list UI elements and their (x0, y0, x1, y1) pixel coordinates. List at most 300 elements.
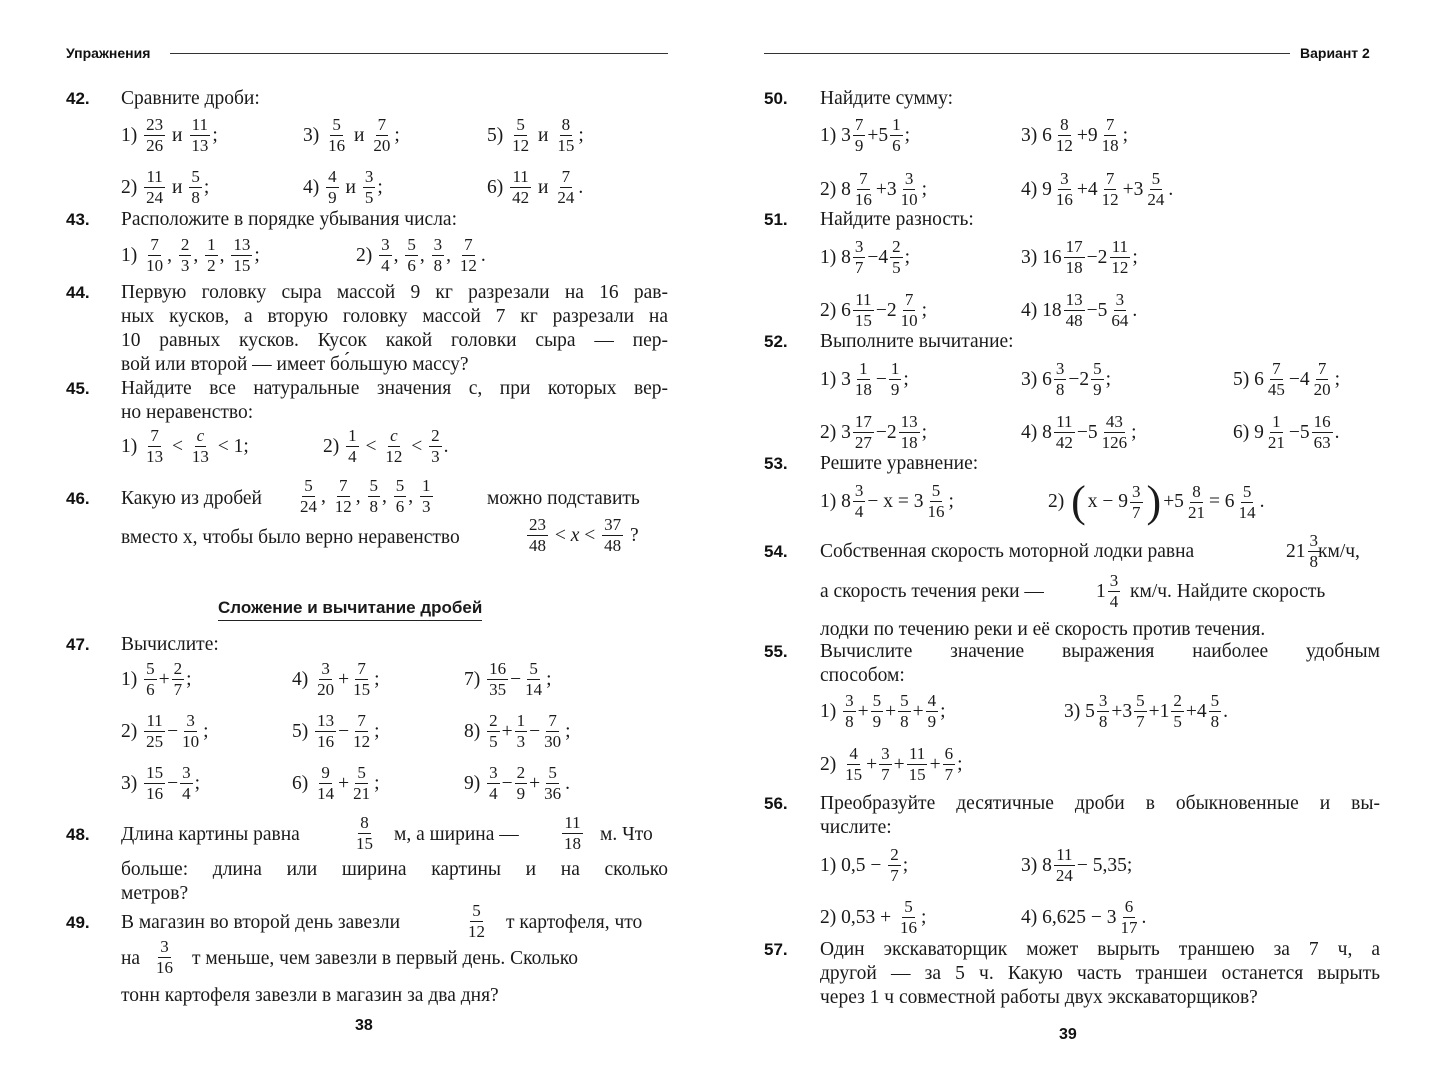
math-expression (464, 712, 571, 751)
denominator: 4 (348, 447, 357, 466)
denominator: 16 (854, 190, 872, 209)
exercise-text: можно подставить (487, 488, 640, 509)
fraction (190, 427, 211, 466)
math-expression (464, 660, 552, 699)
numerator: 13 (900, 412, 918, 431)
fraction (466, 902, 487, 941)
fraction (879, 745, 892, 784)
exercise-text: а скорость течения реки — (820, 581, 1044, 602)
math-text: , (446, 244, 456, 266)
exercise-text: км/ч. Найдите скорость (1130, 581, 1326, 602)
exercise-text: Собственная скорость моторной лодки равна (820, 541, 1195, 562)
exercise-text: т меньше, чем завезли в первый день. Сколько (192, 948, 578, 969)
math-text: и (533, 124, 554, 146)
fraction (1312, 413, 1333, 452)
fraction (432, 236, 445, 275)
fraction (189, 168, 202, 207)
denominator: 4 (489, 784, 498, 803)
denominator: 7 (890, 866, 899, 885)
fraction (899, 170, 920, 209)
denominator: 8 (191, 188, 200, 207)
math-text: < (406, 435, 428, 457)
denominator: 21 (353, 784, 371, 803)
fraction (1266, 413, 1287, 452)
math-text: ; (565, 720, 571, 742)
math-expression (1021, 360, 1111, 399)
math-expression (303, 168, 383, 207)
denominator: 10 (900, 190, 918, 209)
math-text: 3) 8 (1021, 854, 1052, 876)
numerator: c (196, 426, 205, 445)
denominator: 12 (512, 136, 530, 155)
numerator: 5 (357, 763, 366, 782)
math-expression (303, 116, 400, 155)
math-text: −4 (1288, 368, 1310, 390)
exercise-number: 45. (66, 379, 90, 398)
math-text: ; (374, 720, 380, 742)
fraction (1054, 360, 1067, 399)
denominator: 24 (300, 497, 317, 516)
numerator: 23 (529, 515, 546, 534)
fraction (383, 427, 404, 466)
numerator: 2 (890, 845, 899, 864)
numerator: 3 (381, 235, 390, 254)
numerator: 3 (433, 235, 443, 254)
math-text: 2) 8 (820, 178, 851, 200)
fraction (1266, 360, 1287, 399)
numerator: 7 (150, 426, 159, 445)
math-text: < 1; (212, 435, 249, 457)
numerator: 1 (348, 426, 357, 445)
fraction (487, 660, 508, 699)
fraction (555, 168, 576, 207)
math-text: +5 (867, 124, 889, 146)
math-text: , (382, 485, 392, 507)
fraction (853, 360, 874, 399)
denominator: 16 (900, 918, 917, 937)
math-text: и (349, 124, 370, 146)
fraction (1130, 483, 1143, 522)
numerator: 7 (904, 290, 914, 309)
math-expression (820, 846, 908, 885)
math-text: −5 (1288, 421, 1310, 443)
math-text: 1) 3 (820, 124, 851, 146)
denominator: 9 (328, 188, 337, 207)
numerator: 5 (900, 691, 909, 710)
math-expression (820, 413, 927, 452)
fraction (144, 116, 165, 155)
numerator: 11 (1056, 845, 1073, 864)
denominator: 15 (845, 765, 863, 784)
math-expression (121, 116, 218, 155)
math-text: ; (957, 753, 963, 775)
fraction (515, 712, 528, 751)
fraction (405, 236, 418, 275)
math-text: + (866, 753, 878, 775)
math-text: −2 (1068, 368, 1090, 390)
math-expression (1233, 413, 1340, 452)
numerator: 7 (339, 476, 348, 495)
math-text: ; (203, 720, 209, 742)
math-text: ; (1105, 368, 1112, 390)
denominator: 10 (146, 256, 164, 275)
denominator: 21 (1267, 433, 1285, 452)
denominator: 4 (182, 784, 191, 803)
math-text: ; (921, 178, 928, 200)
numerator: 3 (854, 237, 864, 256)
numerator: 3 (904, 169, 914, 188)
math-text: +5 (1163, 491, 1184, 512)
fraction (853, 291, 874, 330)
math-text: + (158, 668, 170, 690)
math-expression (1021, 116, 1128, 155)
exercise-text: Решите уравнение: (820, 453, 979, 474)
fraction (888, 846, 901, 885)
math-text: . (1259, 491, 1265, 512)
fraction (853, 238, 866, 277)
denominator: 3 (180, 256, 190, 275)
math-text: +3 (1111, 700, 1133, 722)
numerator: 7 (859, 169, 868, 188)
math-text: 2) (121, 720, 143, 742)
math-text: ; (394, 124, 400, 146)
math-expression (296, 477, 435, 516)
numerator: 5 (332, 115, 341, 134)
math-text: . (1223, 700, 1228, 722)
numerator: 7 (1317, 359, 1327, 378)
exercise-number: 42. (66, 89, 90, 108)
math-text: 4) 18 (1021, 299, 1062, 321)
denominator: 14 (525, 680, 543, 699)
math-text: +9 (1076, 124, 1098, 146)
math-text: 3) 6 (1021, 124, 1052, 146)
math-expression (820, 745, 963, 784)
denominator: 12 (334, 497, 352, 516)
math-text: ; (374, 772, 380, 794)
denominator: 6 (892, 136, 901, 155)
numerator: 15 (146, 763, 164, 782)
math-text: ; (186, 668, 192, 690)
exercise-text: вой или второй — имеет бо́льшую массу? (121, 354, 469, 375)
exercise-text: ных кусков, а вторую головку массой 7 кг разрезали на (121, 306, 668, 327)
fraction (487, 764, 500, 803)
numerator: 7 (854, 115, 864, 134)
numerator: 1 (516, 711, 526, 730)
math-expression (121, 168, 209, 207)
math-text: − 5,35; (1076, 854, 1133, 876)
fraction (315, 660, 336, 699)
math-text: 3) 5 (1064, 700, 1095, 722)
fraction (510, 116, 531, 155)
denominator: 15 (854, 311, 872, 330)
header-rule (170, 53, 668, 54)
math-text: 2) 6 (820, 299, 851, 321)
numerator: 2 (173, 659, 183, 678)
numerator: 11 (1111, 237, 1129, 256)
fraction (351, 712, 372, 751)
exercise-text: Найдите все натуральные значения c, при которых вер- (121, 378, 668, 399)
exercise-text: Сравните дроби: (121, 88, 260, 109)
exercise-text: км/ч, (1318, 541, 1360, 562)
exercise-text: Какую из дробей (121, 488, 262, 509)
math-text: −2 (1086, 246, 1108, 268)
denominator: 30 (544, 732, 562, 751)
numerator: 7 (1105, 169, 1115, 188)
math-expression (820, 482, 954, 521)
math-expression (487, 116, 584, 155)
denominator: 13 (191, 447, 209, 466)
math-text: . (1168, 178, 1174, 200)
math-text: − (167, 772, 179, 794)
fraction (231, 236, 252, 275)
math-expression (820, 898, 926, 937)
math-text: < (360, 435, 382, 457)
math-text: ; (940, 700, 946, 722)
exercise-number: 43. (66, 210, 90, 229)
fraction (871, 692, 884, 731)
numerator: 43 (1105, 412, 1123, 431)
denominator: 48 (529, 536, 546, 555)
math-text: ; (212, 124, 218, 146)
math-expression (487, 168, 583, 207)
denominator: 48 (604, 536, 622, 555)
fraction (843, 745, 864, 784)
exercise-text: Найдите сумму: (820, 88, 954, 109)
numerator: 8 (1060, 115, 1069, 134)
math-text: 3) 6 (1021, 368, 1052, 390)
exercise-text: вместо x, чтобы было верно неравенство (121, 527, 460, 548)
denominator: 17 (1120, 918, 1138, 937)
fraction (1054, 846, 1075, 885)
math-expression (464, 902, 489, 941)
numerator: 5 (1093, 359, 1102, 378)
numerator: 16 (489, 659, 507, 678)
fraction (429, 427, 442, 466)
fraction (899, 413, 920, 452)
denominator: 15 (356, 834, 373, 853)
math-text: 3) (121, 772, 143, 794)
fraction (298, 477, 319, 516)
fraction (1186, 483, 1207, 522)
numerator: 1 (859, 359, 868, 378)
math-text: 7) (464, 668, 486, 690)
denominator: 25 (146, 732, 164, 751)
math-text: ? (625, 524, 639, 546)
math-text: , (219, 244, 230, 266)
denominator: 10 (182, 732, 200, 751)
exercise-number: 55. (764, 642, 788, 661)
fraction (1108, 572, 1121, 611)
fraction (889, 360, 902, 399)
numerator: 5 (1136, 691, 1145, 710)
denominator: 6 (395, 497, 405, 516)
numerator: 11 (1056, 412, 1073, 431)
exercise-number: 53. (764, 454, 788, 473)
math-text: 1) 8 (820, 246, 851, 268)
denominator: 16 (1055, 190, 1073, 209)
denominator: 16 (146, 784, 164, 803)
denominator: 14 (1238, 502, 1256, 522)
math-expression (1021, 238, 1138, 277)
denominator: 15 (557, 136, 575, 155)
fraction (542, 764, 563, 803)
math-text: и (340, 176, 361, 198)
fraction (144, 236, 165, 275)
fraction (555, 116, 576, 155)
fraction (180, 712, 201, 751)
exercise-text: м, а ширина — (394, 824, 519, 845)
fraction (179, 236, 192, 275)
page-number: 38 (355, 1017, 373, 1034)
fraction (326, 116, 347, 155)
math-text: ; (194, 772, 201, 794)
math-expression (560, 814, 585, 853)
exercise-number: 46. (66, 489, 90, 508)
math-text: , (167, 244, 177, 266)
math-text: , (193, 244, 204, 266)
math-text: −5 (1086, 299, 1108, 321)
numerator: 7 (150, 235, 159, 254)
math-expression (356, 236, 486, 275)
denominator: 42 (512, 188, 530, 207)
numerator: 1 (1272, 412, 1281, 431)
math-text: ; (902, 854, 909, 876)
math-expression (121, 764, 200, 803)
exercise-text: Вычислите значение выражения наиболее удобным (820, 641, 1380, 662)
denominator: 9 (854, 136, 864, 155)
exercise-text: Выполните вычитание: (820, 331, 1014, 352)
numerator: 3 (186, 711, 195, 730)
parenthesis: ) (1146, 477, 1162, 526)
math-expression (820, 291, 927, 330)
math-text: 6) (487, 176, 509, 198)
denominator: 36 (544, 784, 562, 803)
denominator: 4 (1109, 592, 1119, 611)
denominator: 2 (207, 256, 216, 275)
denominator: 18 (900, 433, 918, 452)
numerator: 8 (1192, 481, 1201, 501)
numerator: 5 (904, 897, 913, 916)
denominator: 20 (373, 136, 391, 155)
numerator: 5 (931, 481, 941, 500)
numerator: 2 (1173, 691, 1182, 710)
numerator: 5 (1210, 691, 1220, 710)
exercise-text: Длина картины равна (121, 824, 300, 845)
denominator: 10 (900, 311, 918, 330)
math-expression (121, 712, 209, 751)
left-page (0, 0, 724, 1080)
numerator: 23 (146, 115, 164, 134)
denominator: 15 (233, 256, 251, 275)
numerator: 11 (512, 167, 529, 186)
fraction (180, 764, 193, 803)
fraction (1100, 170, 1121, 209)
exercise-text: метров? (121, 883, 189, 904)
denominator: 7 (881, 765, 890, 784)
numerator: 3 (321, 659, 330, 678)
section-title: Сложение и вычитание дробей (218, 597, 482, 621)
math-text: −2 (875, 299, 897, 321)
numerator: 3 (1055, 359, 1065, 378)
numerator: 3 (845, 691, 854, 710)
math-text: 1) (121, 435, 143, 457)
math-text: + (529, 772, 541, 794)
denominator: 35 (489, 680, 507, 699)
math-expression (1021, 291, 1137, 330)
math-text: и (167, 124, 188, 146)
exercise-number: 54. (764, 542, 788, 561)
denominator: 9 (927, 712, 937, 731)
math-text: 6) 9 (1233, 421, 1264, 443)
math-expression (1021, 170, 1173, 209)
fraction (898, 692, 911, 731)
numerator: 5 (1151, 169, 1161, 188)
exercise-text: Найдите разность: (820, 209, 974, 230)
exercise-number: 50. (764, 89, 788, 108)
exercise-number: 52. (764, 332, 788, 351)
fraction (333, 477, 354, 516)
fraction (326, 168, 339, 207)
exercise-text: лодки по течению реки и её скорость против течения. (820, 619, 1266, 640)
fraction (562, 814, 583, 853)
numerator: 5 (146, 659, 155, 678)
numerator: 7 (1272, 359, 1281, 378)
math-text: − (501, 772, 513, 794)
math-expression (121, 660, 192, 699)
fraction (1312, 360, 1333, 399)
denominator: 7 (854, 258, 864, 277)
numerator: 2 (431, 426, 440, 445)
fraction (943, 745, 956, 784)
fraction (1109, 238, 1130, 277)
math-text: 2) 0,53 + (820, 906, 896, 928)
numerator: 3 (364, 167, 374, 186)
math-text: − (338, 720, 350, 742)
numerator: 13 (317, 711, 335, 730)
math-text: 4) 6,625 − 3 (1021, 906, 1117, 928)
exercise-text: числите: (820, 817, 892, 838)
math-text: x (570, 524, 580, 546)
fraction (1054, 170, 1075, 209)
exercise-number: 57. (764, 940, 788, 959)
exercise-text: Преобразуйте десятичные дроби в обыкновенные и вы- (820, 793, 1380, 814)
math-text: ; (546, 668, 552, 690)
denominator: 9 (872, 712, 882, 731)
fraction (315, 712, 336, 751)
numerator: 8 (561, 115, 571, 134)
numerator: 3 (1060, 169, 1069, 188)
fraction (144, 660, 157, 699)
numerator: 13 (233, 235, 251, 254)
math-text: . (1334, 421, 1340, 443)
denominator: 20 (317, 680, 335, 699)
math-expression (820, 170, 927, 209)
numerator: 1 (207, 235, 216, 254)
math-text: ; (903, 368, 909, 390)
fraction (926, 482, 947, 521)
math-expression (352, 814, 377, 853)
denominator: 9 (516, 784, 526, 803)
denominator: 24 (1055, 866, 1073, 885)
numerator: 7 (1105, 115, 1115, 134)
denominator: 12 (353, 732, 371, 751)
math-text: 1 (1096, 580, 1106, 602)
denominator: 27 (854, 433, 872, 452)
math-text: + (338, 772, 350, 794)
math-text: −2 (875, 421, 897, 443)
fraction (602, 516, 623, 555)
numerator: 5 (472, 901, 481, 920)
